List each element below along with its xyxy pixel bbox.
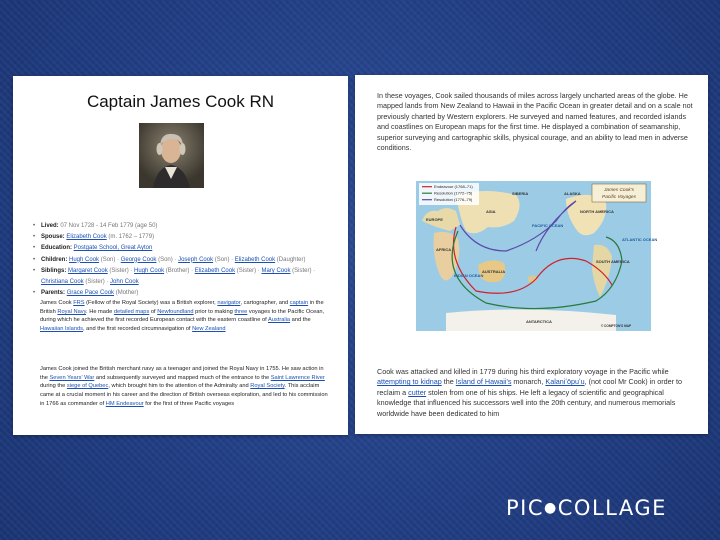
text-link[interactable]: HM Endeavour: [105, 400, 144, 407]
text-span: monarch,: [511, 377, 546, 387]
text-link[interactable]: FRS: [73, 300, 85, 306]
text-span: (Sister) ·: [83, 279, 111, 286]
map-label: AFRICA: [436, 247, 452, 252]
text-span: (Son) ·: [156, 256, 179, 263]
fact-label: Education:: [41, 245, 72, 252]
text-link[interactable]: Saint Lawrence River: [270, 374, 325, 381]
map-label: ASIA: [486, 209, 496, 214]
pic-collage-logo: PIC●COLLAGE: [506, 496, 667, 520]
fact-item: [33, 266, 338, 288]
fact-label: Lived:: [41, 223, 59, 229]
text-link[interactable]: Island of Hawaii's: [455, 377, 512, 387]
text-link[interactable]: Elizabeth Cook: [194, 267, 236, 274]
map-label: SOUTH AMERICA: [596, 259, 630, 264]
map-label: NORTH AMERICA: [580, 209, 614, 214]
text-span: (Fellow of the Royal Society) was a British explorer,: [84, 300, 218, 306]
text-link[interactable]: cutter: [408, 387, 427, 397]
text-link[interactable]: detailed maps: [113, 308, 150, 315]
text-link[interactable]: Elizabeth Cook: [66, 234, 107, 241]
text-span: for the first of three Pacific voyages: [143, 400, 235, 407]
career-paragraph: [40, 365, 330, 409]
text-span: during the: [40, 383, 67, 390]
text-link[interactable]: George Cook: [120, 256, 157, 263]
fact-label: Parents:: [41, 290, 66, 297]
text-link[interactable]: Royal Navy: [57, 308, 87, 315]
text-span: (Son) ·: [213, 256, 235, 263]
text-span: (Brother) ·: [164, 267, 195, 274]
fact-item: [33, 221, 338, 232]
text-span: , which brought him to the attention of the Admiralty and: [108, 383, 251, 390]
death-paragraph: [377, 367, 695, 419]
text-span: 07 Nov 1728 - 14 Feb 1779 (age 50): [58, 223, 158, 229]
fact-item: [33, 288, 338, 299]
text-span: James Cook joined the British merchant navy as a teenager and joined the Royal Navy in 1755. He saw action in the: [40, 366, 324, 381]
text-span: voyages to the Pacific Ocean, during which he achieved the first recorded European contact with the eastern coastline of: [40, 308, 325, 324]
map-label: ANTARCTICA: [526, 319, 552, 324]
map-label: SIBERIA: [512, 191, 529, 196]
text-span: , (not cool Mr Cook) in order to reclaim a: [377, 377, 683, 397]
text-span: (Sister) ·: [107, 267, 135, 274]
text-link[interactable]: John Cook: [110, 279, 139, 286]
map-title-line1: James Cook's: [604, 188, 634, 193]
text-link[interactable]: Newfoundland: [157, 308, 194, 315]
voyages-map: [416, 181, 658, 331]
text-link[interactable]: Seven Years' War: [49, 374, 95, 381]
text-link[interactable]: Grace Pace Cook: [66, 290, 115, 297]
map-label: EUROPE: [426, 217, 443, 222]
text-span: , cartographer, and: [240, 300, 290, 306]
text-span: . He made: [86, 308, 114, 315]
text-link[interactable]: Hugh Cook: [134, 267, 165, 274]
fact-item: [33, 243, 338, 254]
map-label: ALASKA: [564, 191, 581, 196]
text-span: , and the first recorded circumnavigation of: [83, 326, 193, 333]
text-link[interactable]: navigator: [217, 300, 241, 306]
text-span: (Sister) ·: [290, 267, 316, 274]
text-link[interactable]: three: [234, 308, 248, 315]
text-span: and the: [290, 317, 311, 324]
text-span: (Son) ·: [99, 256, 121, 263]
fact-label: Children:: [41, 256, 68, 263]
text-span: Cook was attacked and killed in 1779 during his third exploratory voyage in the Pacific while: [377, 367, 669, 376]
text-link[interactable]: New Zealand: [192, 326, 226, 333]
text-link[interactable]: Postgate School, Great Ayton: [73, 245, 153, 252]
text-link[interactable]: Australia: [267, 317, 291, 324]
text-span: the: [441, 377, 456, 387]
map-label: INDIAN OCEAN: [454, 273, 484, 278]
text-link[interactable]: Hawaiian Islands: [40, 326, 83, 333]
map-title-line2: Pacific Voyages: [602, 195, 636, 200]
text-span: and subsequently surveyed and mapped much of the entrance to the: [94, 374, 271, 381]
text-span: of: [149, 308, 158, 315]
page-title: Captain James Cook RN: [86, 92, 275, 111]
text-link[interactable]: Christiana Cook: [41, 279, 84, 286]
fact-label: Spouse:: [41, 234, 65, 241]
voyages-paragraph: In these voyages, Cook sailed thousands of miles across largely uncharted areas of the globe. He mapped lands from New Zealand to Hawaii in the Pacific Ocean in greater detail and on a scale not previously charted by Western explorers. He surveyed and named features, and recorded islands and coastlines on European maps for the first time. He displayed a combination of seamanship, superior surveying and cartographic skills, physical courage, and an ability to lead men in adverse conditions.: [377, 91, 693, 153]
facts-list: [33, 221, 338, 299]
text-span: (Daughter): [275, 256, 306, 263]
text-link[interactable]: captain: [289, 300, 309, 306]
legend-label: Resolution (1776–79): [434, 197, 473, 202]
text-span: . This acclaim came at a crucial moment in his career and the direction of British overseas exploration, and led to his commission in 1766 as commander of: [40, 383, 328, 407]
text-link[interactable]: Royal Society: [250, 383, 285, 390]
fact-label: Siblings:: [41, 267, 67, 274]
text-link[interactable]: Mary Cook: [261, 267, 291, 274]
legend-label: Endeavour (1768–71): [434, 184, 473, 189]
voyages-card: [355, 75, 708, 434]
text-link[interactable]: attempting to kidnap: [377, 377, 442, 387]
map-label: ATLANTIC OCEAN: [622, 237, 658, 242]
text-span: (Sister) ·: [235, 267, 262, 274]
text-link[interactable]: Kalaniʻōpuʻu: [545, 377, 585, 387]
map-label: PACIFIC OCEAN: [532, 223, 564, 228]
text-link[interactable]: Joseph Cook: [178, 256, 214, 263]
text-span: (m. 1762 – 1779): [106, 234, 155, 241]
text-span: in the British: [40, 300, 324, 315]
intro-paragraph: [40, 299, 330, 334]
fact-item: [33, 232, 338, 243]
legend-label: Resolution (1772–75): [434, 190, 473, 196]
text-link[interactable]: siege of Quebec: [66, 383, 109, 390]
portrait-image: [139, 123, 204, 188]
biography-card: [13, 76, 348, 435]
text-span: (Mother): [114, 290, 139, 297]
text-link[interactable]: Hugh Cook: [69, 256, 100, 263]
text-link[interactable]: Margaret Cook: [68, 267, 108, 274]
text-span: prior to making: [193, 308, 235, 315]
text-span: stolen from one of his ships. He left a legacy of scientific and geographical knowledge that influenced his successors well into the 20th century, and numerous memorials worldwide have been dedicated to him: [377, 387, 676, 418]
text-span: James Cook: [40, 300, 74, 306]
text-link[interactable]: Elizabeth Cook: [234, 256, 276, 263]
map-label: AUSTRALIA: [482, 269, 506, 274]
fact-item: [33, 255, 338, 266]
map-label: © COMPTON'S MAP: [600, 324, 632, 328]
